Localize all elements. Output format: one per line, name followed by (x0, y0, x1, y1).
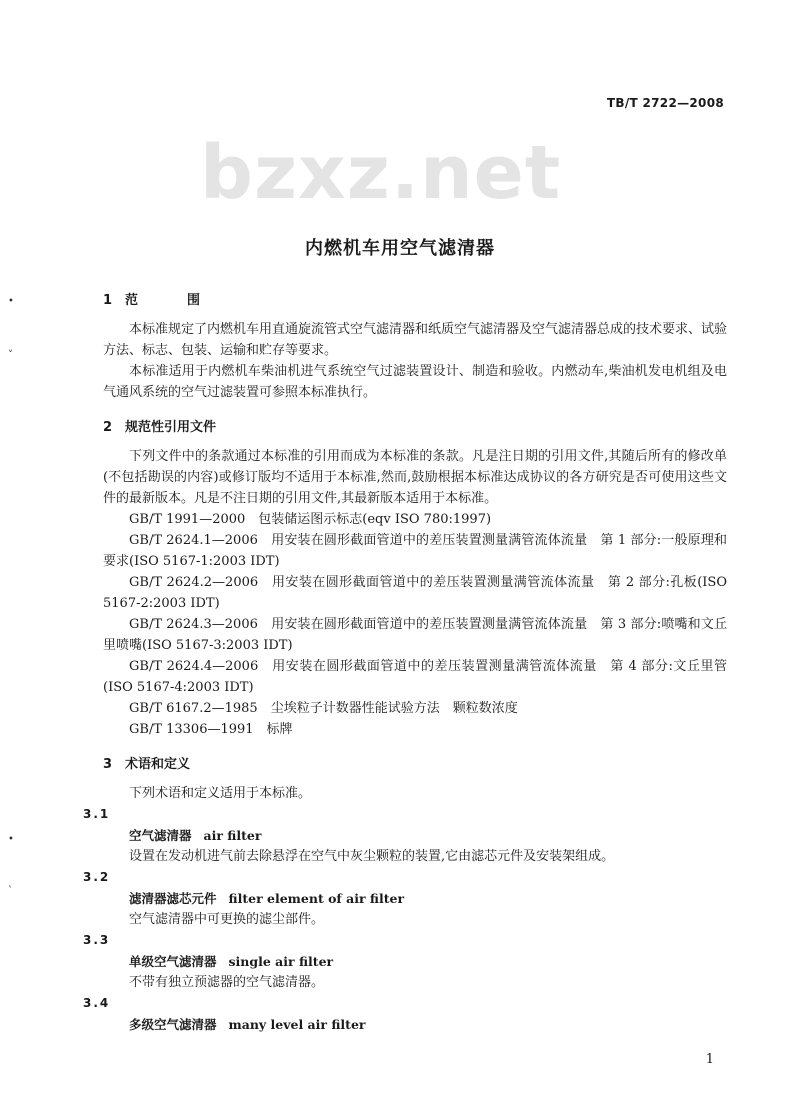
reference-item: GB/T 2624.3—2006 用安装在圆形截面管道中的差压装置测量满管流体流量 第 3 部分:喷嘴和文丘里喷嘴(ISO 5167-3:2003 IDT) (103, 617, 727, 653)
clause-number: 3.2 (83, 870, 111, 884)
margin-mark: • (8, 296, 14, 307)
reference-item: GB/T 13306—1991 标牌 (129, 722, 293, 737)
section-heading: 1 范 围 (103, 293, 219, 308)
reference-item: GB/T 2624.1—2006 用安装在圆形截面管道中的差压装置测量满管流体流量 第 1 部分:一般原理和要求(ISO 5167-1:2003 IDT) (103, 533, 727, 569)
reference-item: GB/T 2624.4—2006 用安装在圆形截面管道中的差压装置测量满管流体流量 第 4 部分:文丘里管(ISO 5167-4:2003 IDT) (103, 659, 727, 695)
clause-number: 3.3 (83, 933, 111, 947)
term-definition: 空气滤清器中可更换的滤尘部件。 (129, 912, 325, 927)
section-heading: 3 术语和定义 (103, 757, 191, 772)
paragraph: 下列术语和定义适用于本标准。 (129, 786, 312, 801)
term-definition: 设置在发动机进气前去除悬浮在空气中灰尘颗粒的装置,它由滤芯元件及安装架组成。 (129, 849, 615, 864)
paragraph: 本标准适用于内燃机车柴油机进气系统空气过滤装置设计、制造和验收。内燃动车,柴油机发电机组及电气通风系统的空气过滤装置可参照本标准执行。 (103, 364, 727, 400)
term-definition: 不带有独立预滤器的空气滤清器。 (129, 975, 325, 990)
reference-item: GB/T 1991—2000 包装储运图示标志(eqv ISO 780:1997) (129, 512, 492, 527)
document-title: 内燃机车用空气滤清器 (305, 238, 495, 259)
page-number: 1 (705, 1052, 714, 1067)
clause-number: 3.1 (83, 807, 111, 821)
watermark: bzxz.net (200, 130, 562, 216)
clause-number: 3.4 (83, 996, 111, 1010)
standard-code: TB/T 2722—2008 (606, 96, 724, 110)
document-body (83, 290, 728, 1035)
term-entry: 空气滤清器 air filter (129, 828, 262, 843)
paragraph: 下列文件中的条款通过本标准的引用而成为本标准的条款。凡是注日期的引用文件,其随后所有的修改单(不包括勘误的内容)或修订版均不适用于本标准,然而,鼓励根据本标准达成协议的各方研究是否可使用这些文件的最新版本。凡是不注日期的引用文件,其最新版本适用于本标准。 (103, 449, 727, 506)
margin-mark: ˅ (8, 350, 13, 361)
margin-mark: • (8, 834, 14, 845)
paragraph: 本标准规定了内燃机车用直通旋流管式空气滤清器和纸质空气滤清器及空气滤清器总成的技术要求、试验方法、标志、包装、运输和贮存等要求。 (103, 322, 728, 358)
reference-item: GB/T 6167.2—1985 尘埃粒子计数器性能试验方法 颗粒数浓度 (129, 701, 518, 716)
term-entry: 单级空气滤清器 single air filter (129, 954, 334, 969)
reference-item: GB/T 2624.2—2006 用安装在圆形截面管道中的差压装置测量满管流体流量 第 2 部分:孔板(ISO 5167-2:2003 IDT) (103, 575, 727, 611)
margin-mark: ˋ (8, 886, 13, 897)
term-entry: 滤清器滤芯元件 filter element of air filter (129, 891, 405, 906)
section-heading: 2 规范性引用文件 (103, 420, 217, 435)
term-entry: 多级空气滤清器 many level air filter (129, 1017, 366, 1032)
